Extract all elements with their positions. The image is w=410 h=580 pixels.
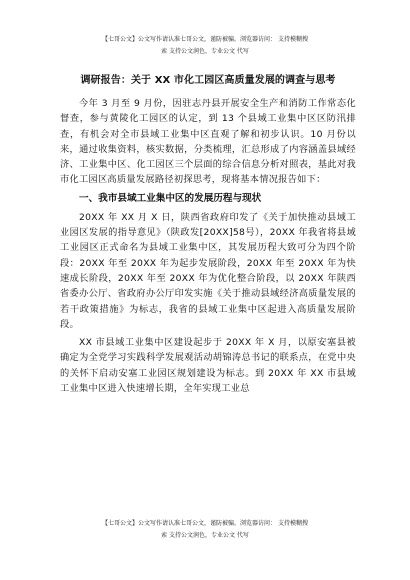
section-heading: 一、我市县域工业集中区的发展历程与现状 <box>79 192 262 204</box>
section-paragraph: 20XX 年 XX 月 X 日，陕西省政府印发了《关于加快推动县域工业园区发展的指导意见》（陕政发[20XX]58号），20XX 年我省将县域工业园区正式命名为县域工业集中区，其发展历程大致可分为四个阶段：20XX 年至 20XX 年为起步发展阶段，20XX 年至 20XX 年为快速成长阶段，20XX 年至 20XX 年为优化整合阶段，以 20XX 年陕西省委办公厅、省政府办公厅印发实施《关于推动县域经济高质量发展的若干政策措施》为标志，我省的县域工业集中区起进入高质量发展阶段。 <box>60 211 356 330</box>
section-paragraph: XX 市县域工业集中区建设起步于 20XX 年 X 月，以原安塞县被确定为全党学习实践科学发展观活动胡锦涛总书记的联系点，在党中央的关怀下启动安塞工业园区规划建设为标志。到 20XX 年 XX 市县域工业集中区进入快速增长期，全年实现工业总 <box>60 337 356 395</box>
header-line-1: 【七哥公文】公文写作请认准七哥公文，谨防被骗。浏览器访问： 支持模糊搜 <box>102 36 308 43</box>
header-banner <box>0 34 410 58</box>
intro-paragraph: 今年 3 月至 9 月份，因驻志丹县开展安全生产和消防工作常态化督查，参与黄陵化工园区的认定，到 13 个县域工业集中区区防汛排查，有机会对全市县域工业集中区直观了解和初步认识。10 月份以来，通过收集资料，核实数据，分类梳理，汇总形成了内容涵盖县域经济、工业集中区、化工园区三个层面的综合信息分析对照表，基此对我市化工园区高质量发展路径初探思考，现将基本情况报告如下： <box>60 98 356 186</box>
document-body <box>60 73 356 399</box>
footer-banner <box>0 518 410 542</box>
footer-line-1: 【七哥公文】公文写作请认准七哥公文，谨防被骗。浏览器访问： 支持模糊搜 <box>102 520 308 527</box>
header-line-2: 索 支持公文润色，专业公文 代写 <box>161 48 249 55</box>
footer-line-2: 索 支持公文润色，专业公文 代写 <box>161 532 249 539</box>
document-title: 调研报告：关于 XX 市化工园区高质量发展的调查与思考 <box>80 75 336 86</box>
